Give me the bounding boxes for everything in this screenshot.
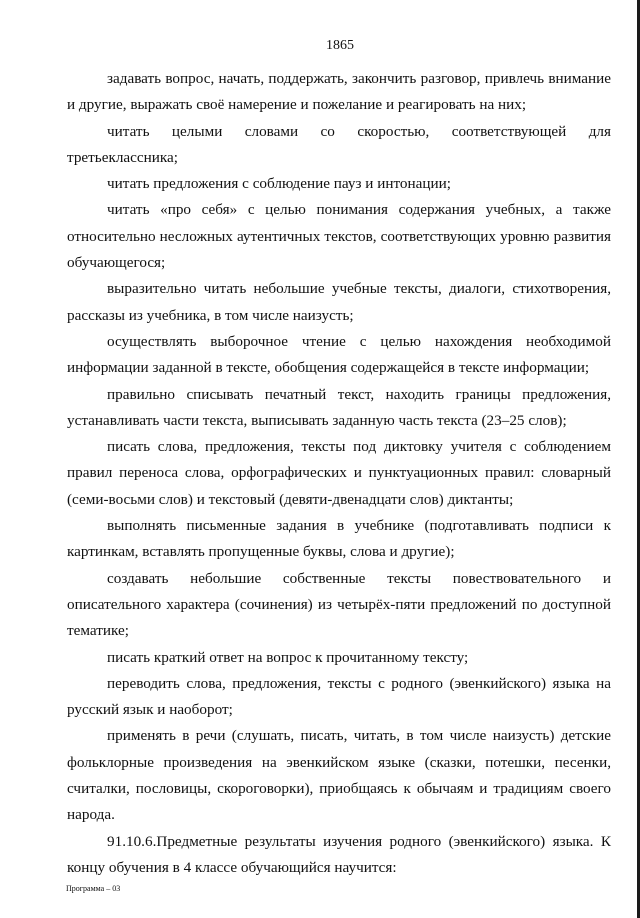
footer-label: Программа – 03 bbox=[66, 884, 121, 893]
paragraph: читать «про себя» с целью понимания содержания учебных, а также относительно несложных аутентичных текстов, соответствующих уровню развития обучающегося; bbox=[67, 201, 611, 272]
paragraph: правильно списывать печатный текст, находить границы предложения, устанавливать части текста, выписывать заданную часть текста (23–25 слов); bbox=[67, 385, 611, 429]
paragraph: осуществлять выборочное чтение с целью нахождения необходимой информации заданной в тексте, обобщения содержащейся в тексте информации; bbox=[67, 332, 611, 377]
paragraph: переводить слова, предложения, тексты с родного (эвенкийского) языка на русский язык и наоборот; bbox=[67, 674, 611, 719]
paragraph: выразительно читать небольшие учебные тексты, диалоги, стихотворения, рассказы из учебника, в том числе наизусть; bbox=[67, 280, 611, 324]
paragraph: создавать небольшие собственные тексты повествовательного и описательного характера (сочинения) из четырёх-пяти предложений по доступной тематике; bbox=[67, 569, 611, 640]
page-number: 1865 bbox=[326, 38, 354, 53]
paragraph: писать краткий ответ на вопрос к прочитанному тексту; bbox=[107, 648, 469, 666]
paragraph: читать целыми словами со скоростью, соответствующей для третьеклассника; bbox=[67, 122, 611, 166]
document-body bbox=[67, 66, 611, 881]
paragraph: применять в речи (слушать, писать, читать, в том числе наизусть) детские фольклорные произведения на эвенкийском языке (сказки, потешки, песенки, считалки, пословицы, скороговорки), приобщаясь к обычаям и традициям своего народа. bbox=[67, 727, 611, 824]
section-heading-paragraph: 91.10.6.Предметные результаты изучения родного (эвенкийского) языка. К концу обучения в 4 классе обучающийся научится: bbox=[67, 832, 611, 876]
paragraph: читать предложения с соблюдение пауз и интонации; bbox=[107, 175, 451, 193]
paragraph: писать слова, предложения, тексты под диктовку учителя с соблюдением правил переноса слова, орфографических и пунктуационных правил: словарный (семи-восьми слов) и текстовый (девяти-двенадцати слов) диктанты; bbox=[67, 438, 611, 508]
paragraph: задавать вопрос, начать, поддержать, закончить разговор, привлечь внимание и другие, выражать своё намерение и пожелание и реагировать на них; bbox=[67, 70, 611, 114]
paragraph: выполнять письменные задания в учебнике (подготавливать подписи к картинкам, вставлять пропущенные буквы, слова и другие); bbox=[67, 517, 611, 561]
